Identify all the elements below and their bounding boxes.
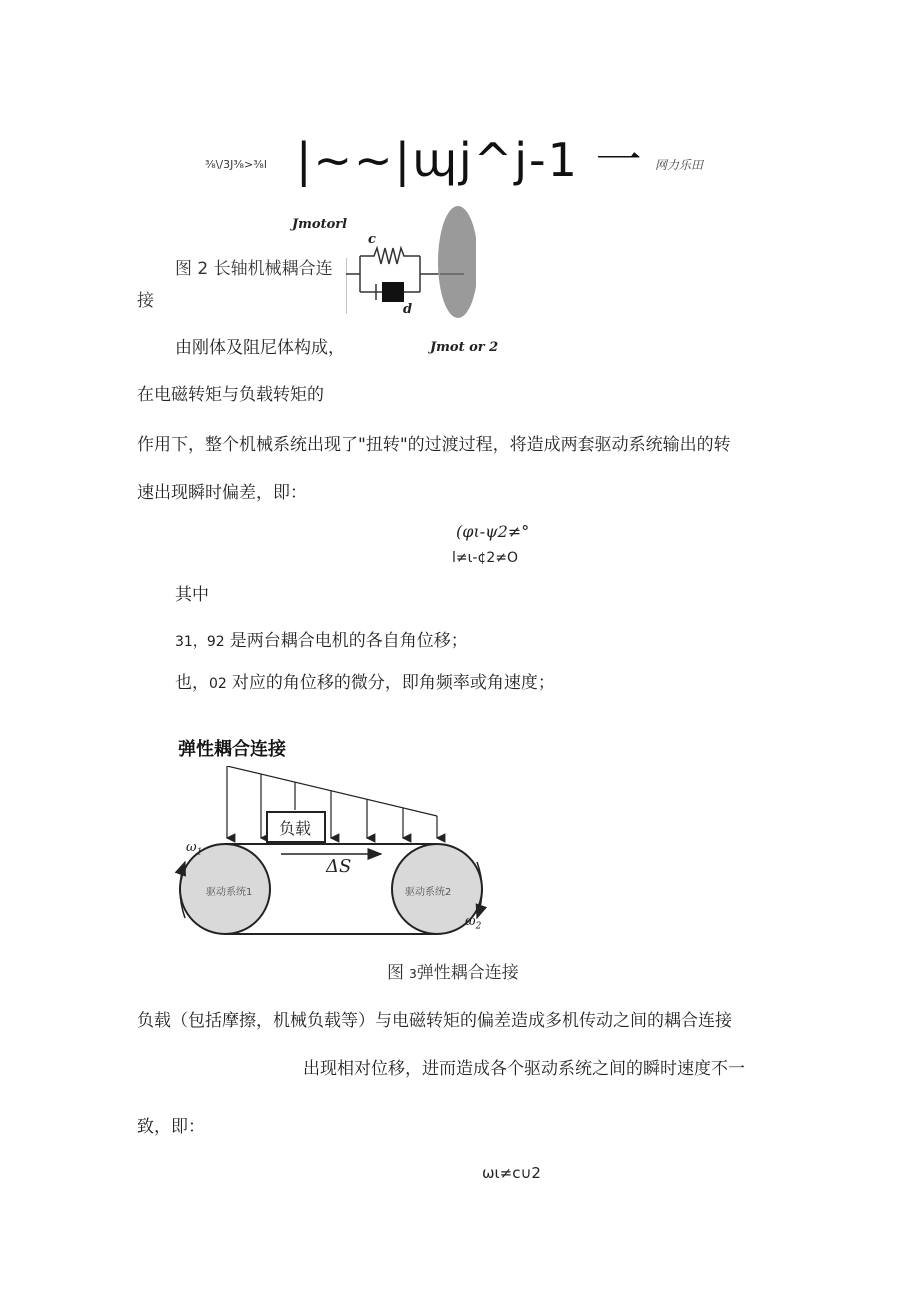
where-item1 bbox=[175, 626, 468, 651]
header-left-ocr: ³⁄₈\/3J³⁄₈>³⁄₈l bbox=[205, 158, 267, 171]
figure3-omega2 bbox=[465, 914, 481, 932]
formula2: ωι≠c∪2 bbox=[482, 1164, 541, 1182]
figure2-caption-line2: 接 bbox=[137, 291, 154, 311]
header-right-ocr: 网力乐田 bbox=[655, 158, 704, 172]
figure3-load-label: 负载 bbox=[279, 819, 312, 838]
paragraph1-line3: 作用下，整个机械系统出现了"扭转"的过渡过程，将造成两套驱动系统输出的转 bbox=[137, 435, 731, 455]
figure3-caption bbox=[387, 958, 519, 983]
figure3-caption-text: 弹性耦合连接 bbox=[416, 963, 519, 983]
figure3-omega1 bbox=[186, 840, 202, 858]
where-item2 bbox=[175, 668, 555, 693]
figure3-delta-s: ΔS bbox=[326, 856, 352, 877]
paragraph2-line1: 负载（包括摩擦，机械负载等）与电磁转矩的偏差造成多机传动之间的耦合连接 bbox=[137, 1011, 732, 1031]
figure3-diagram bbox=[175, 766, 495, 938]
where-item1-num: 31，92 bbox=[175, 634, 225, 650]
figure3-drum2-label: 驱动系统2 bbox=[405, 887, 452, 898]
figure3-caption-prefix: 图 bbox=[387, 963, 404, 983]
figure2-label-jmotor2: Jmot or 2 bbox=[430, 340, 499, 355]
header-big-ocr: |~~|ɰj^j-1 一 bbox=[296, 133, 644, 187]
where-heading: 其中 bbox=[175, 585, 209, 605]
paragraph1-line2: 在电磁转矩与负载转矩的 bbox=[137, 385, 324, 405]
paragraph2-line2: 出现相对位移，进而造成各个驱动系统之间的瞬时速度不一 bbox=[303, 1059, 745, 1079]
formula1-line2: l≠ι-¢2≠O bbox=[452, 550, 518, 566]
formula1-line1: (φι-ψ2≠° bbox=[456, 522, 530, 541]
paragraph1-line1: 由刚体及阻尼体构成， bbox=[175, 338, 345, 358]
figure3-drum1-label: 驱动系统1 bbox=[206, 887, 253, 898]
where-item1-text: 是两台耦合电机的各自角位移； bbox=[229, 631, 468, 651]
where-item2-num: 02 bbox=[209, 676, 227, 692]
figure3-title: 弹性耦合连接 bbox=[178, 739, 286, 760]
paragraph1-line4: 速出现瞬时偏差，即： bbox=[137, 483, 307, 503]
where-item2-prefix: 也， bbox=[175, 673, 209, 693]
figure3-omega2-sub: 2 bbox=[475, 921, 482, 932]
paragraph2-line3: 致，即： bbox=[137, 1117, 205, 1137]
figure2-label-d: d bbox=[403, 302, 413, 317]
figure2-label-jmotor1: Jmotorl bbox=[292, 217, 348, 232]
figure3-caption-num: 3 bbox=[409, 967, 417, 981]
where-item2-text: 对应的角位移的微分，即角频率或角速度； bbox=[231, 673, 555, 693]
figure3-omega1-sub: 1 bbox=[196, 847, 203, 858]
figure2-label-c: c bbox=[368, 232, 376, 247]
figure2-caption-line1: 图 2 长轴机械耦合连 bbox=[175, 259, 333, 279]
figure3-omega1-symbol: ω bbox=[186, 840, 197, 855]
figure3-omega2-symbol: ω bbox=[465, 914, 476, 929]
